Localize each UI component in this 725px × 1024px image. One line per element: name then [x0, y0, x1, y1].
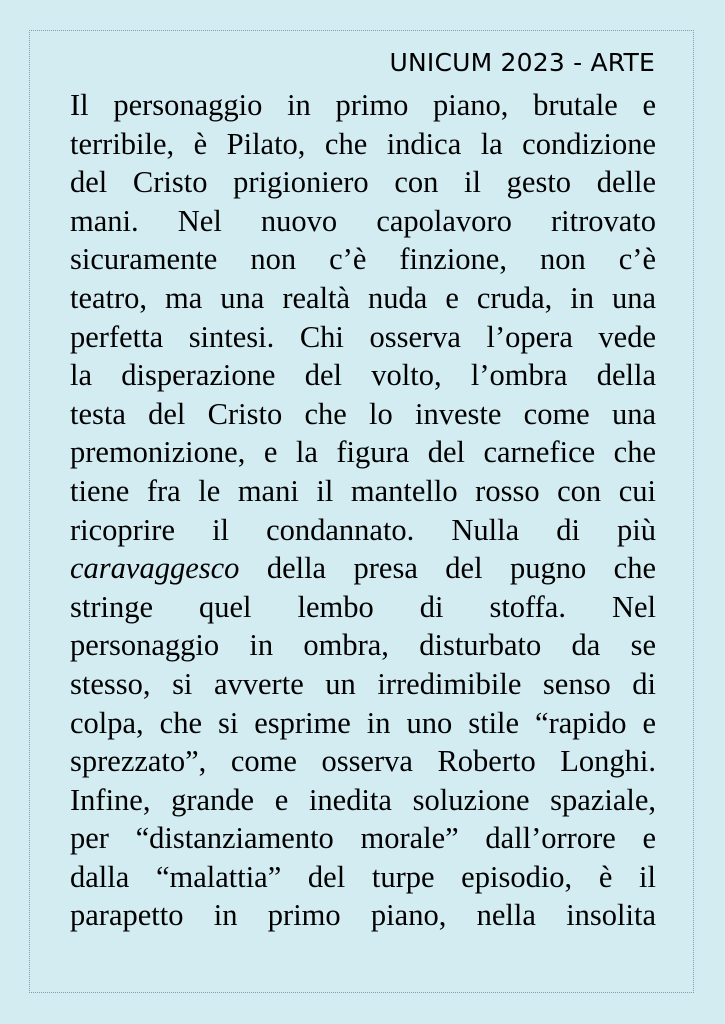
text-line-8: la disperazione del volto, l’ombra della	[70, 358, 656, 393]
text-line-2: terribile, è Pilato, che indica la condizione	[70, 126, 656, 161]
page-header: UNICUM 2023 - ARTE	[389, 48, 655, 77]
text-line-1: Il personaggio in primo piano, brutale e	[70, 88, 656, 122]
text-line-15: personaggio in ombra, disturbato da se	[70, 628, 656, 663]
text-line-16: stesso, si avverte un irredimibile senso di	[70, 666, 656, 701]
text-line-11: tiene fra le mani il mantello rosso con cui	[70, 473, 656, 508]
text-line-19: Infine, grande e inedita soluzione spaziale,	[70, 782, 656, 817]
text-line-21: dalla “malattia” del turpe episodio, è il	[70, 859, 656, 894]
italic-word: caravaggesco	[70, 551, 240, 586]
text-line-4: mani. Nel nuovo capolavoro ritrovato	[70, 203, 656, 238]
text-line-6: teatro, ma una realtà nuda e cruda, in una	[70, 280, 656, 315]
text-line-12: ricoprire il condannato. Nulla di più	[70, 512, 656, 547]
text-line-18: sprezzato”, come osserva Roberto Longhi.	[70, 744, 656, 779]
text-line-5: sicuramente non c’è finzione, non c’è	[70, 242, 656, 277]
text-line-9: testa del Cristo che lo investe come una	[70, 396, 656, 431]
text-line-20: per “distanziamento morale” dall’orrore e	[70, 821, 656, 856]
text-line-13-rest: della presa del pugno che	[239, 551, 656, 586]
text-line-13	[70, 549, 656, 588]
article-body	[70, 86, 656, 935]
text-line-17: colpa, che si esprime in uno stile “rapido e	[70, 705, 656, 740]
text-line-14: stringe quel lembo di stoffa. Nel	[70, 589, 656, 624]
text-line-22: parapetto in primo piano, nella insolita	[70, 898, 656, 933]
text-line-10: premonizione, e la figura del carnefice che	[70, 435, 656, 470]
text-line-7: perfetta sintesi. Chi osserva l’opera vede	[70, 319, 656, 354]
text-line-3: del Cristo prigioniero con il gesto delle	[70, 165, 656, 200]
